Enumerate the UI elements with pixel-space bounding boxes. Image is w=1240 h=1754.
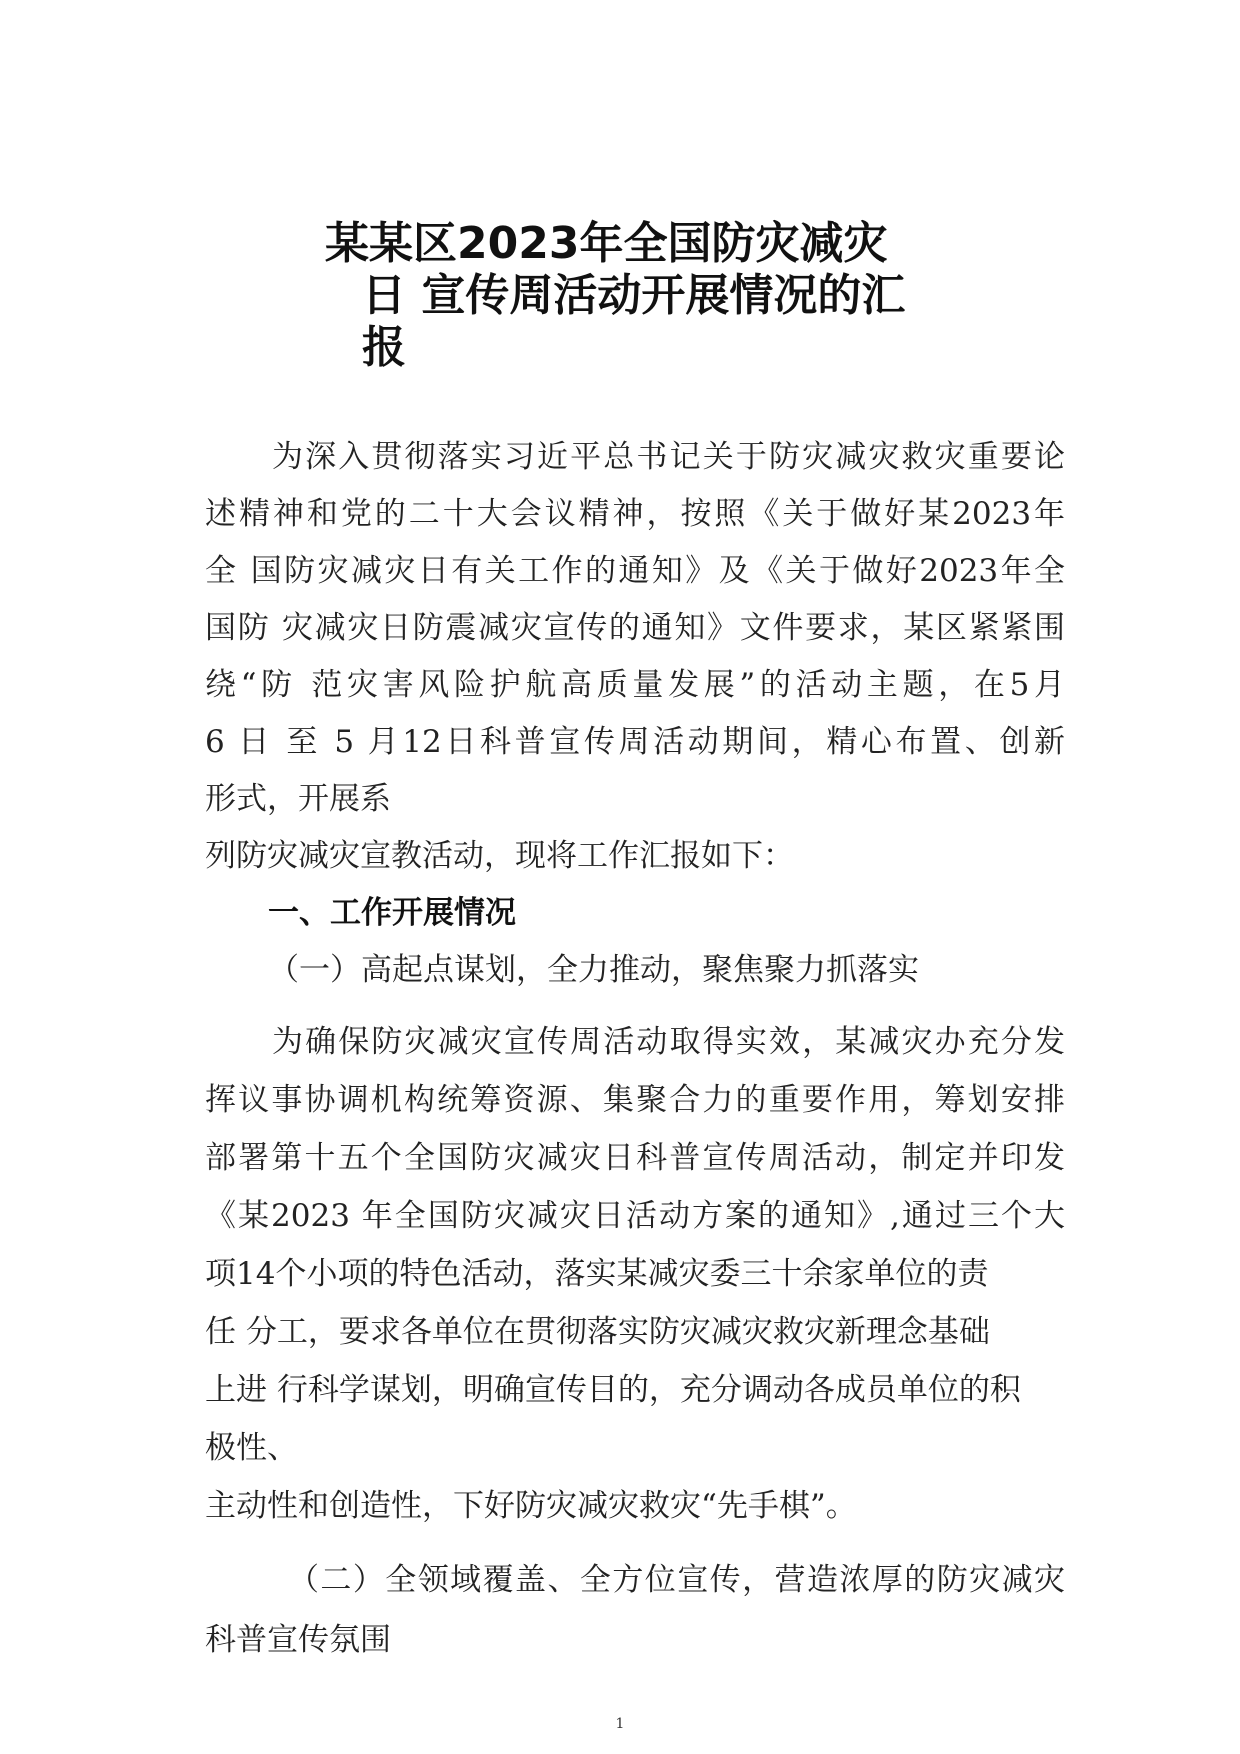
subsection-heading-continued: 科普宣传氛围 xyxy=(205,1622,391,1658)
intro-line: 国防 灾减灾日防震减灾宣传的通知》文件要求，某区紧紧围 xyxy=(205,610,1065,646)
intro-line: 述精神和党的二十大会议精神，按照《关于做好某2023年 xyxy=(205,496,1065,532)
intro-line: 列防灾减灾宣教活动，现将工作汇报如下： xyxy=(205,838,794,874)
document-title-line-3: 报 xyxy=(362,322,406,373)
intro-line: 形式，开展系 xyxy=(205,781,391,817)
subsection-heading: （二）全领域覆盖、全方位宣传，营造浓厚的防灾减灾 xyxy=(288,1562,1065,1598)
paragraph-line: 部署第十五个全国防灾减灾日科普宣传周活动，制定并印发 xyxy=(205,1140,1065,1176)
page-number: 1 xyxy=(615,1716,625,1732)
document-title-line-2: 日 宣传周活动开展情况的汇 xyxy=(362,270,906,321)
paragraph-line: 挥议事协调机构统筹资源、集聚合力的重要作用，筹划安排 xyxy=(205,1082,1065,1118)
intro-line: 为深入贯彻落实习近平总书记关于防灾减灾救灾重要论 xyxy=(272,439,1065,475)
paragraph-line: 任 分工，要求各单位在贯彻落实防灾减灾救灾新理念基础 xyxy=(205,1314,990,1350)
paragraph-line: 主动性和创造性，下好防灾减灾救灾“先手棋”。 xyxy=(205,1488,857,1524)
intro-line: 绕“防 范灾害风险护航高质量发展”的活动主题，在5月 xyxy=(205,667,1065,703)
document-title-line-1: 某某区2023年全国防灾减灾 xyxy=(325,218,888,269)
paragraph-line: 上进 行科学谋划，明确宣传目的，充分调动各成员单位的积 xyxy=(205,1372,1021,1408)
paragraph-line: 为确保防灾减灾宣传周活动取得实效，某减灾办充分发 xyxy=(272,1024,1065,1060)
subsection-heading: （一）高起点谋划，全力推动，聚焦聚力抓落实 xyxy=(268,952,919,988)
paragraph-line: 极性、 xyxy=(205,1430,298,1466)
intro-line: 6 日 至 5 月12日科普宣传周活动期间，精心布置、创新 xyxy=(205,724,1065,760)
paragraph-line: 《某2023 年全国防灾减灾日活动方案的通知》,通过三个大 xyxy=(205,1198,1065,1234)
paragraph-line: 项14个小项的特色活动，落实某减灾委三十余家单位的责 xyxy=(205,1256,989,1292)
section-heading: 一、工作开展情况 xyxy=(268,895,516,931)
intro-line: 全 国防灾减灾日有关工作的通知》及《关于做好2023年全 xyxy=(205,553,1065,589)
